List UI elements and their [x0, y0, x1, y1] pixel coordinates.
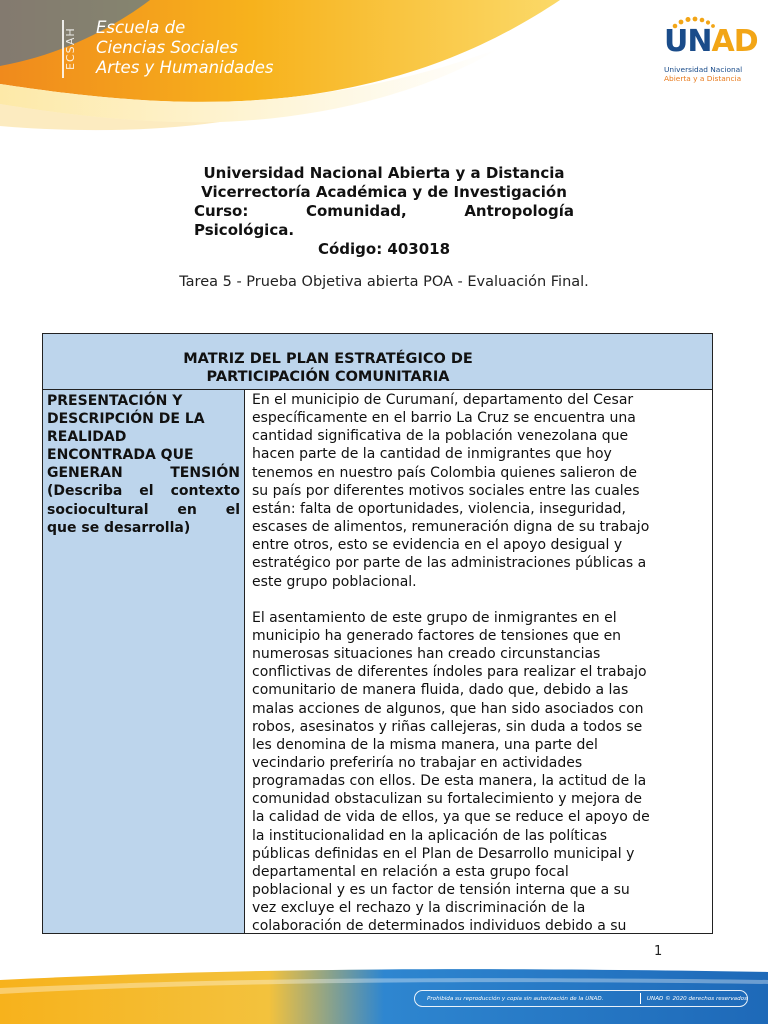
paragraph-line: comunitario de manera fluida, dado que, debido a las [252, 682, 629, 699]
paragraph-line: departamental en relación a esta grupo focal [252, 863, 569, 880]
unad-wordmark: UNAD [664, 24, 758, 59]
row-label-line: que se desarrolla) [47, 519, 191, 536]
paragraph-line: la calidad de vida de ellos, ya que se reduce el apoyo de [252, 809, 650, 826]
paragraph-line: entre otros, esto se evidencia en el apoyo desigual y [252, 537, 623, 554]
paragraph-line: municipio ha generado factores de tensiones que en [252, 627, 622, 644]
paragraph-line: hacen parte de la cantidad de inmigrantes que hoy [252, 446, 612, 463]
paragraph-line: robos, asesinatos y riñas callejeras, sin duda a todos se [252, 718, 643, 735]
paragraph-line: vecindario preferiría no trabajar en actividades [252, 754, 583, 771]
matrix-row-content [246, 390, 712, 933]
paragraph-line: colaboración de determinados individuos debido a su [252, 918, 627, 933]
paragraph-line: conflictivas de diferentes índoles para realizar el trabajo [252, 664, 647, 681]
course-line: Curso: Comunidad, Antropología [194, 202, 574, 220]
unad-logo [660, 16, 758, 88]
row-label-line: GENERAN TENSIÓN [47, 465, 240, 482]
row-label-line: DESCRIPCIÓN DE LA [47, 411, 205, 428]
document-title-block [194, 164, 574, 259]
ecsah-line-2: Ciencias Sociales [96, 38, 238, 57]
paragraph-line: programadas con ellos. De esta manera, la actitud de la [252, 773, 647, 790]
university-name: Universidad Nacional Abierta y a Distancia [203, 164, 565, 182]
paragraph-2 [252, 609, 708, 933]
footer-notice: Prohibida su reproducción y copia sin autorización de la UNAD. [427, 995, 604, 1002]
ecsah-vertical-text: ECSAH [62, 20, 84, 78]
row-label-line: ENCONTRADA QUE [47, 447, 194, 464]
paragraph-line: específicamente en el barrio La Cruz se encuentra una [252, 410, 636, 427]
paragraph-line: poblacional y es un factor de tensión interna que a su [252, 882, 630, 899]
paragraph-line: En el municipio de Curumaní, departamento del Cesar [252, 392, 634, 408]
paragraph-line: El asentamiento de este grupo de inmigrantes en el [252, 609, 617, 626]
row-label-line: sociocultural en el [47, 501, 240, 518]
row-label-line: (Describa el contexto [47, 483, 240, 500]
paragraph-line: les denomina de la misma manera, una parte del [252, 736, 598, 753]
paragraph-line: estratégico por parte de las administraciones públicas a [252, 555, 647, 572]
paragraph-line: están: falta de oportunidades, violencia, inseguridad, [252, 500, 627, 517]
paragraph-line: numerosas situaciones han creado circunstancias [252, 646, 601, 663]
paragraph-line: tenemos en nuestro país Colombia quienes salieron de [252, 464, 638, 481]
unad-subtitle [660, 65, 752, 83]
matrix-header-line-1: MATRIZ DEL PLAN ESTRATÉGICO DE [183, 351, 473, 367]
paragraph-line: vez excluye el rechazo y la discriminación de la [252, 900, 586, 917]
footer-notice-pill [414, 990, 748, 1007]
strategic-plan-matrix-table [42, 333, 713, 934]
ecsah-line-1: Escuela de [96, 18, 186, 37]
task-title: Tarea 5 - Prueba Objetiva abierta POA - Evaluación Final. [179, 274, 589, 290]
paragraph-line: malas acciones de algunos, que han sido asociados con [252, 700, 644, 717]
ecsah-line-3: Artes y Humanidades [96, 58, 274, 77]
matrix-row-label [43, 390, 245, 933]
page-number: 1 [654, 944, 663, 959]
paragraph-line: cantidad significativa de la población venezolana que [252, 428, 629, 445]
matrix-header [43, 334, 712, 390]
paragraph-line: públicas definidas en el Plan de Desarrollo municipal y [252, 845, 635, 862]
unad-subtitle-line-2: Abierta y a Distancia [664, 74, 742, 83]
paragraph-line: la institucionalidad en la aplicación de las políticas [252, 827, 608, 844]
paragraph-line: este grupo poblacional. [252, 573, 417, 590]
paragraph-line: su país por diferentes motivos sociales entre las cuales [252, 482, 640, 499]
row-label-line: REALIDAD [47, 429, 127, 446]
row-label-line: PRESENTACIÓN Y [47, 393, 183, 409]
vice-rectory: Vicerrectoría Académica y de Investigación [201, 183, 567, 201]
paragraph-1 [252, 391, 708, 591]
course-line-continued: Psicológica. [194, 221, 295, 239]
ecsah-logo [62, 16, 272, 82]
course-code: Código: 403018 [317, 240, 451, 258]
paragraph-line: comunidad obstaculizan su fortalecimiento y mejora de [252, 791, 643, 808]
ecsah-school-name [96, 18, 273, 78]
matrix-header-line-2: PARTICIPACIÓN COMUNITARIA [206, 369, 450, 385]
unad-subtitle-line-1: Universidad Nacional [664, 65, 743, 74]
footer-copyright: UNAD © 2020 derechos reservados [646, 995, 747, 1002]
paragraph-line: escases de alimentos, remuneración digna de su trabajo [252, 519, 650, 536]
